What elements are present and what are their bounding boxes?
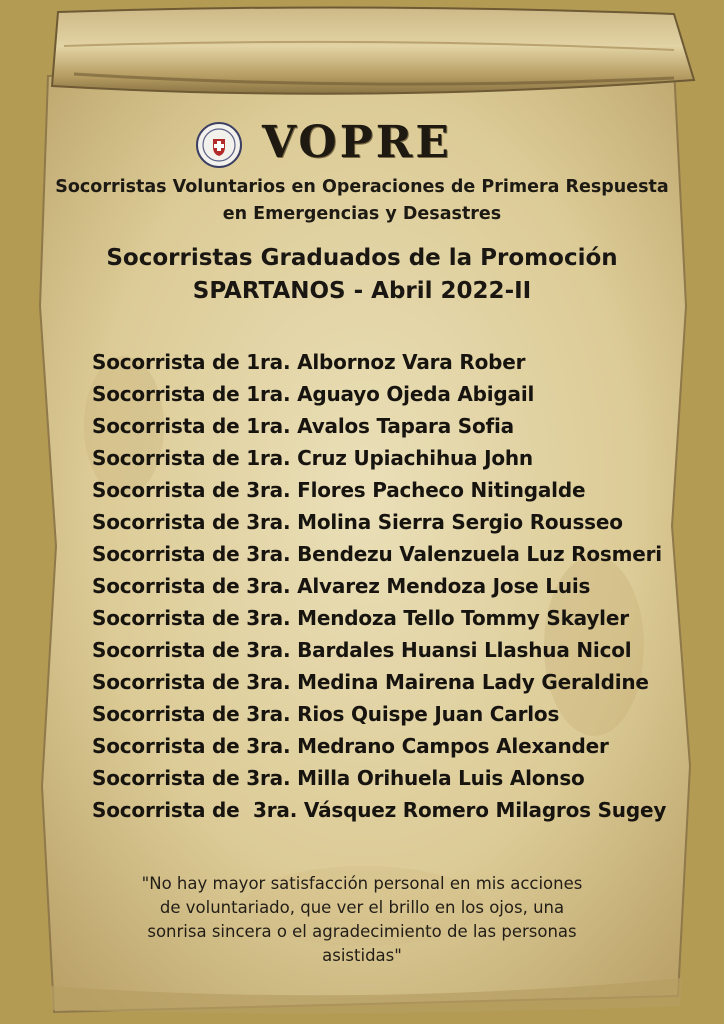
vopre-emblem-icon [196, 122, 242, 168]
subtitle-line: Socorristas Voluntarios en Operaciones de Primera Respuesta [55, 177, 669, 197]
subtitle-line: en Emergencias y Desastres [222, 204, 502, 224]
page-title [40, 242, 684, 308]
list-item: Socorrista de 1ra. Aguayo Ojeda Abigail [92, 382, 535, 406]
list-item: Socorrista de 3ra. Flores Pacheco Nitingalde [92, 478, 586, 502]
quote-line: sonrisa sincera o el agradecimiento de las personas [147, 922, 577, 941]
brand-title: VOPRE [262, 117, 452, 168]
list-item: Socorrista de 1ra. Albornoz Vara Rober [92, 350, 526, 374]
graduates-list [92, 346, 702, 826]
quote-line: de voluntariado, que ver el brillo en los ojos, una [159, 898, 565, 917]
quote-line: asistidas" [322, 946, 402, 965]
closing-quote [112, 872, 612, 968]
list-item: Socorrista de 1ra. Avalos Tapara Sofia [92, 414, 514, 438]
list-item: Socorrista de 3ra. Molina Sierra Sergio Rousseo [92, 510, 623, 534]
list-item: Socorrista de 3ra. Rios Quispe Juan Carlos [92, 702, 560, 726]
list-item: Socorrista de 1ra. Cruz Upiachihua John [92, 446, 533, 470]
list-item: Socorrista de 3ra. Milla Orihuela Luis Alonso [92, 766, 585, 790]
title-line: Socorristas Graduados de la Promoción [106, 245, 618, 271]
organization-subtitle [40, 174, 684, 228]
list-item: Socorrista de 3ra. Alvarez Mendoza Jose Luis [92, 574, 591, 598]
quote-line: "No hay mayor satisfacción personal en mis acciones [141, 874, 583, 893]
list-item: Socorrista de 3ra. Mendoza Tello Tommy Skayler [92, 606, 629, 630]
list-item: Socorrista de 3ra. Medrano Campos Alexander [92, 734, 609, 758]
title-line: SPARTANOS - Abril 2022-II [192, 278, 532, 304]
list-item: Socorrista de 3ra. Bardales Huansi Llashua Nicol [92, 638, 632, 662]
header-logo-row [0, 118, 724, 168]
list-item: Socorrista de 3ra. Medina Mairena Lady Geraldine [92, 670, 649, 694]
list-item: Socorrista de 3ra. Vásquez Romero Milagros Sugey [92, 798, 667, 822]
list-item: Socorrista de 3ra. Bendezu Valenzuela Luz Rosmeri [92, 542, 662, 566]
